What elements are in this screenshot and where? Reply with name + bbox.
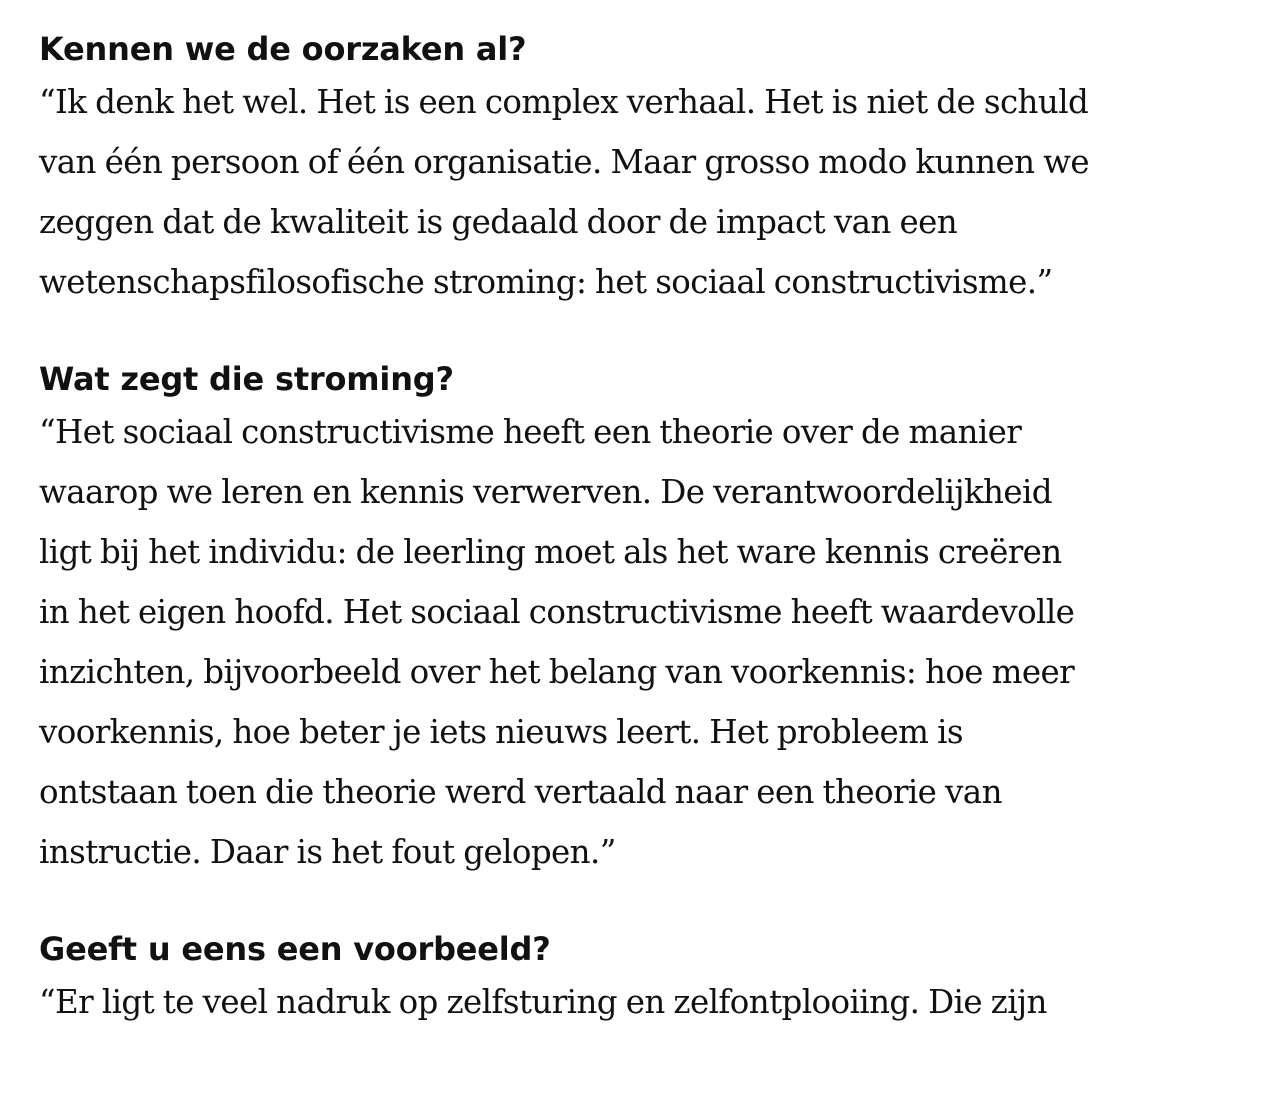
answer-line: in het eigen hoofd. Het sociaal constructivisme heeft waardevolle — [39, 593, 1075, 631]
question-heading: Kennen we de oorzaken al? — [39, 30, 527, 68]
qa-block — [39, 356, 1249, 882]
answer-paragraph — [39, 72, 1249, 312]
answer-paragraph — [39, 402, 1249, 882]
answer-line: ontstaan toen die theorie werd vertaald naar een theorie van — [39, 773, 1002, 811]
qa-block — [39, 26, 1249, 312]
answer-line: voorkennis, hoe beter je iets nieuws leert. Het probleem is — [39, 713, 963, 751]
answer-line: ligt bij het individu: de leerling moet als het ware kennis creëren — [39, 533, 1062, 571]
qa-block — [39, 926, 1249, 1032]
answer-line: zeggen dat de kwaliteit is gedaald door de impact van een — [39, 203, 958, 241]
answer-paragraph — [39, 972, 1249, 1032]
question-heading: Geeft u eens een voorbeeld? — [39, 930, 551, 968]
answer-line: “Er ligt te veel nadruk op zelfsturing en zelfontplooiing. Die zijn — [39, 983, 1047, 1021]
answer-line: “Ik denk het wel. Het is een complex verhaal. Het is niet de schuld — [39, 83, 1089, 121]
answer-line: waarop we leren en kennis verwerven. De verantwoordelijkheid — [39, 473, 1053, 511]
answer-line: wetenschapsfilosofische stroming: het sociaal constructivisme.” — [39, 263, 1053, 301]
answer-line: inzichten, bijvoorbeeld over het belang van voorkennis: hoe meer — [39, 653, 1075, 691]
answer-line: van één persoon of één organisatie. Maar grosso modo kunnen we — [39, 143, 1090, 181]
answer-line: instructie. Daar is het fout gelopen.” — [39, 833, 616, 871]
article-body — [39, 26, 1249, 1076]
answer-line: “Het sociaal constructivisme heeft een theorie over de manier — [39, 413, 1022, 451]
question-heading: Wat zegt die stroming? — [39, 360, 454, 398]
